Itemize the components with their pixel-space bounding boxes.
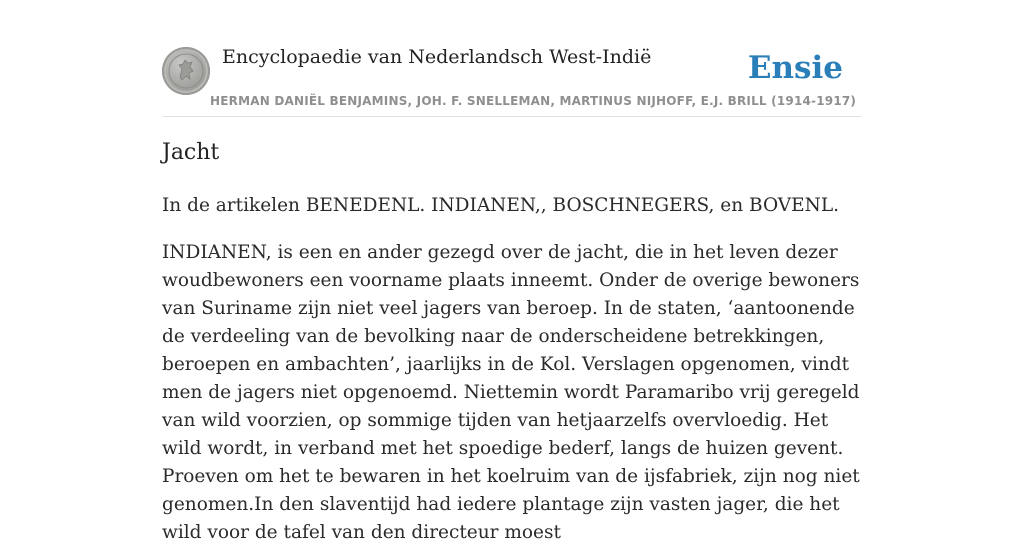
book-title[interactable]: Encyclopaedie van Nederlandsch West-Indië bbox=[222, 46, 652, 68]
authors-line: HERMAN DANIËL BENJAMINS, JOH. F. SNELLEMAN, MARTINUS NIJHOFF, E.J. BRILL (1914-1917) bbox=[210, 94, 857, 108]
article-title: Jacht bbox=[162, 140, 220, 165]
brand-logo-text[interactable]: Ensie bbox=[747, 50, 843, 86]
article-paragraph: INDIANEN, is een en ander gezegd over de jacht, die in het leven dezer woudbewoners een voorname plaats inneemt. Onder de overige bewoners van Suriname zijn niet veel jagers van beroep. In de staten, ‘aantoonende de verdeeling van de bevolking naar de onderscheidene betrekkingen, beroepen en ambachten’, jaarlijks in de Kol. Verslagen opgenomen, vindt men de jagers niet opgenoemd. Niettemin wordt Paramaribo vrij geregeld van wild voorzien, op sommige tijden van hetjaarzelfs overvloedig. Het wild wordt, in verband met het spoedige bederf, langs de huizen gevent. Proeven om het te bewaren in het koelruim van de ijsfabriek, zijn nog niet genomen.In den slaventijd had iedere plantage zijn vasten jager, die het wild voor de tafel van den directeur moest bbox=[162, 242, 860, 543]
header bbox=[162, 46, 862, 117]
article-paragraph: In de artikelen BENEDENL. INDIANEN,, BOSCHNEGERS, en BOVENL. bbox=[162, 195, 840, 216]
coin-seal-icon[interactable] bbox=[162, 47, 210, 95]
